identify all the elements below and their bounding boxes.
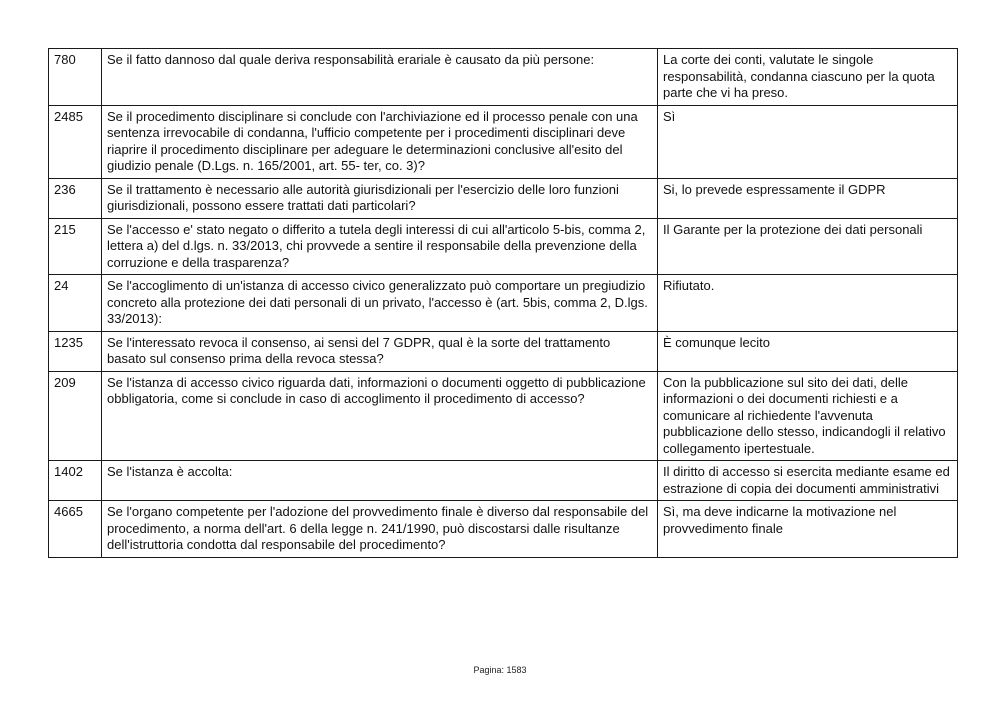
answer-text: Sì, ma deve indicarne la motivazione nel provvedimento finale (658, 501, 958, 558)
question-text: Se l'istanza è accolta: (102, 461, 658, 501)
table-row (49, 105, 958, 178)
question-id: 4665 (49, 501, 102, 558)
answer-text: È comunque lecito (658, 331, 958, 371)
question-text: Se l'organo competente per l'adozione del provvedimento finale è diverso dal responsabile del procedimento, a norma dell'art. 6 della legge n. 241/1990, può discostarsi dalle risultanze dell'istruttoria condotta dal responsabile del procedimento? (102, 501, 658, 558)
question-answer-table (48, 48, 958, 558)
table-row (49, 371, 958, 461)
question-id: 24 (49, 275, 102, 332)
answer-text: Sì (658, 105, 958, 178)
question-text: Se l'interessato revoca il consenso, ai sensi del 7 GDPR, qual è la sorte del trattamento basato sul consenso prima della revoca stessa? (102, 331, 658, 371)
table-row (49, 218, 958, 275)
question-text: Se l'accesso e' stato negato o differito a tutela degli interessi di cui all'articolo 5-bis, comma 2, lettera a) del d.lgs. n. 33/2013, chi provvede a sentire il responsabile della prevenzione della corruzione e della trasparenza? (102, 218, 658, 275)
table-row (49, 49, 958, 106)
question-text: Se il fatto dannoso dal quale deriva responsabilità erariale è causato da più persone: (102, 49, 658, 106)
answer-text: Si, lo prevede espressamente il GDPR (658, 178, 958, 218)
answer-text: Rifiutato. (658, 275, 958, 332)
answer-text: La corte dei conti, valutate le singole responsabilità, condanna ciascuno per la quota parte che vi ha preso. (658, 49, 958, 106)
question-text: Se il procedimento disciplinare si conclude con l'archiviazione ed il processo penale con una sentenza irrevocabile di condanna, l'ufficio competente per i procedimenti disciplinari deve riaprire il procedimento disciplinare per adeguare le determinazioni conclusive all'esito del giudizio penale (D.Lgs. n. 165/2001, art. 55- ter, co. 3)? (102, 105, 658, 178)
question-text: Se il trattamento è necessario alle autorità giurisdizionali per l'esercizio delle loro funzioni giurisdizionali, possono essere trattati dati particolari? (102, 178, 658, 218)
question-text: Se l'istanza di accesso civico riguarda dati, informazioni o documenti oggetto di pubblicazione obbligatoria, come si conclude in caso di accoglimento il procedimento di accesso? (102, 371, 658, 461)
question-id: 236 (49, 178, 102, 218)
table-row (49, 501, 958, 558)
question-id: 209 (49, 371, 102, 461)
page-number: Pagina: 1583 (473, 665, 527, 675)
question-id: 215 (49, 218, 102, 275)
table-row (49, 331, 958, 371)
question-id: 2485 (49, 105, 102, 178)
table-row (49, 461, 958, 501)
table-row (49, 178, 958, 218)
answer-text: Con la pubblicazione sul sito dei dati, delle informazioni o dei documenti richiesti e a comunicare al richiedente l'avvenuta pubblicazione dello stesso, indicandogli il relativo collegamento ipertestuale. (658, 371, 958, 461)
question-id: 780 (49, 49, 102, 106)
question-id: 1235 (49, 331, 102, 371)
answer-text: Il diritto di accesso si esercita mediante esame ed estrazione di copia dei documenti amministrativi (658, 461, 958, 501)
question-text: Se l'accoglimento di un'istanza di accesso civico generalizzato può comportare un pregiudizio concreto alla protezione dei dati personali di un privato, l'accesso è (art. 5bis, comma 2, D.lgs. 33/2013): (102, 275, 658, 332)
answer-text: Il Garante per la protezione dei dati personali (658, 218, 958, 275)
question-id: 1402 (49, 461, 102, 501)
table-row (49, 275, 958, 332)
